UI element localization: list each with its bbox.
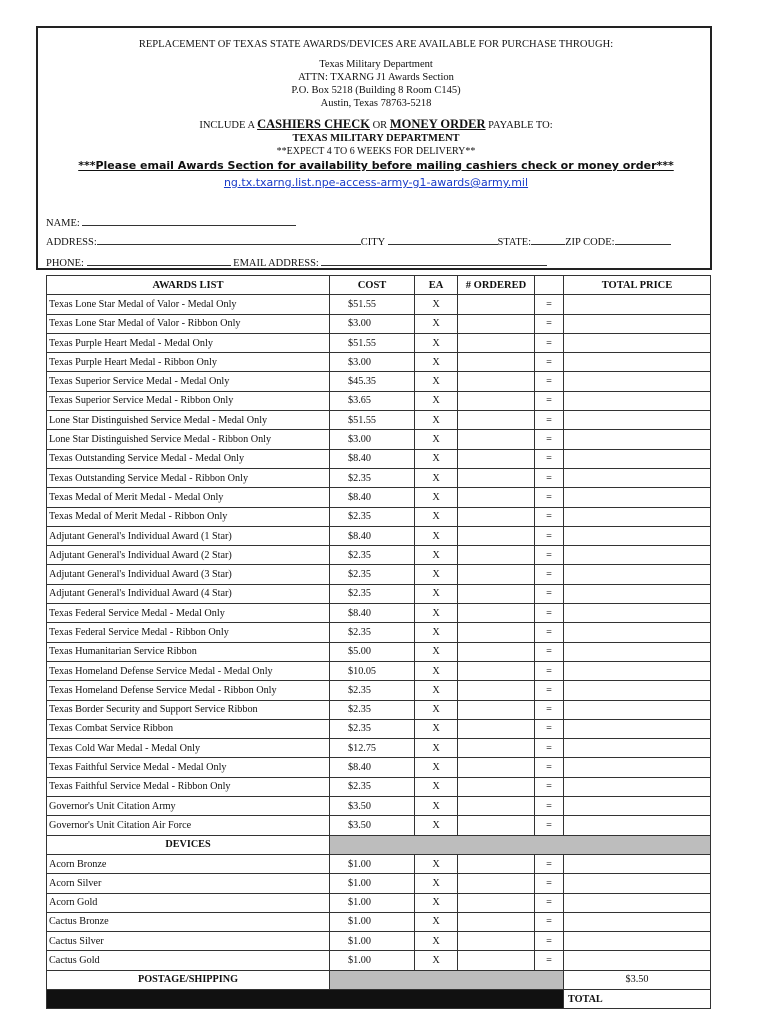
table-row (47, 951, 711, 970)
totals-section (47, 970, 711, 1009)
equals-sign: = (535, 372, 564, 391)
quantity-ordered-cell[interactable] (458, 353, 535, 372)
address-input-line[interactable] (97, 234, 361, 245)
table-row (47, 797, 711, 816)
item-cost: $10.05 (330, 661, 415, 680)
total-price-cell[interactable] (564, 623, 711, 642)
table-row (47, 488, 711, 507)
total-price-cell[interactable] (564, 719, 711, 738)
total-price-cell[interactable] (564, 854, 711, 873)
equals-sign: = (535, 623, 564, 642)
quantity-ordered-cell[interactable] (458, 430, 535, 449)
quantity-ordered-cell[interactable] (458, 661, 535, 680)
item-cost: $1.00 (330, 893, 415, 912)
table-row (47, 565, 711, 584)
item-cost: $2.35 (330, 584, 415, 603)
item-ea: X (415, 642, 458, 661)
equals-sign: = (535, 642, 564, 661)
or-word: OR (372, 120, 388, 131)
payable-to: PAYABLE TO: (488, 120, 553, 131)
payment-instruction (38, 118, 714, 132)
item-ea: X (415, 488, 458, 507)
equals-sign: = (535, 295, 564, 314)
total-price-cell[interactable] (564, 295, 711, 314)
email-link-row (38, 176, 714, 190)
item-name: Governor's Unit Citation Army (47, 797, 330, 816)
item-ea: X (415, 411, 458, 430)
total-price-cell[interactable] (564, 488, 711, 507)
name-label: NAME: (46, 218, 80, 229)
item-ea: X (415, 951, 458, 970)
item-name: Cactus Gold (47, 951, 330, 970)
item-ea: X (415, 468, 458, 487)
devices-body (47, 854, 711, 970)
item-cost: $2.35 (330, 623, 415, 642)
table-row (47, 333, 711, 352)
postage-row (47, 970, 711, 989)
item-name: Texas Lone Star Medal of Valor - Medal Only (47, 295, 330, 314)
item-cost: $51.55 (330, 295, 415, 314)
item-name: Texas Superior Service Medal - Ribbon Only (47, 391, 330, 410)
total-price-cell[interactable] (564, 758, 711, 777)
total-price-cell[interactable] (564, 932, 711, 951)
total-price-cell[interactable] (564, 526, 711, 545)
equals-sign: = (535, 488, 564, 507)
quantity-ordered-cell[interactable] (458, 546, 535, 565)
item-cost: $1.00 (330, 951, 415, 970)
item-name: Acorn Bronze (47, 854, 330, 873)
item-ea: X (415, 623, 458, 642)
table-row (47, 449, 711, 468)
quantity-ordered-cell[interactable] (458, 874, 535, 893)
item-cost: $8.40 (330, 758, 415, 777)
quantity-ordered-cell[interactable] (458, 391, 535, 410)
equals-sign: = (535, 333, 564, 352)
equals-sign: = (535, 353, 564, 372)
item-name: Texas Humanitarian Service Ribbon (47, 642, 330, 661)
total-price-cell[interactable] (564, 816, 711, 835)
total-price-cell[interactable] (564, 642, 711, 661)
total-price-cell[interactable] (564, 912, 711, 931)
address-field-row (46, 234, 671, 248)
quantity-ordered-cell[interactable] (458, 854, 535, 873)
equals-sign: = (535, 874, 564, 893)
item-ea: X (415, 874, 458, 893)
total-price-cell[interactable] (564, 507, 711, 526)
total-price-cell[interactable] (564, 661, 711, 680)
item-name: Adjutant General's Individual Award (3 Star) (47, 565, 330, 584)
item-ea: X (415, 912, 458, 931)
table-row (47, 642, 711, 661)
ordered-header: # ORDERED (458, 276, 535, 295)
quantity-ordered-cell[interactable] (458, 295, 535, 314)
item-cost: $3.65 (330, 391, 415, 410)
phone-field-row (46, 255, 547, 269)
item-ea: X (415, 449, 458, 468)
item-cost: $2.35 (330, 777, 415, 796)
item-ea: X (415, 430, 458, 449)
item-ea: X (415, 353, 458, 372)
total-price-cell[interactable] (564, 391, 711, 410)
total-price-cell[interactable] (564, 951, 711, 970)
quantity-ordered-cell[interactable] (458, 681, 535, 700)
table-row (47, 546, 711, 565)
item-ea: X (415, 797, 458, 816)
quantity-ordered-cell[interactable] (458, 604, 535, 623)
awards-body (47, 295, 711, 835)
quantity-ordered-cell[interactable] (458, 739, 535, 758)
quantity-ordered-cell[interactable] (458, 719, 535, 738)
total-price-cell[interactable] (564, 333, 711, 352)
payee-name: TEXAS MILITARY DEPARTMENT (292, 133, 460, 144)
item-name: Lone Star Distinguished Service Medal - Medal Only (47, 411, 330, 430)
awards-list-header: AWARDS LIST (47, 276, 330, 295)
item-name: Texas Purple Heart Medal - Medal Only (47, 333, 330, 352)
table-row (47, 854, 711, 873)
item-name: Acorn Silver (47, 874, 330, 893)
item-ea: X (415, 526, 458, 545)
equals-sign: = (535, 661, 564, 680)
delivery-notice: **EXPECT 4 TO 6 WEEKS FOR DELIVERY** (276, 146, 476, 157)
devices-header: DEVICES (47, 835, 330, 854)
zip-input-line[interactable] (615, 234, 671, 245)
quantity-ordered-cell[interactable] (458, 758, 535, 777)
item-name: Cactus Bronze (47, 912, 330, 931)
item-name: Texas Purple Heart Medal - Ribbon Only (47, 353, 330, 372)
item-cost: $2.35 (330, 719, 415, 738)
item-name: Texas Superior Service Medal - Medal Only (47, 372, 330, 391)
address-line-1: Texas Military Department (319, 59, 433, 70)
item-name: Adjutant General's Individual Award (4 Star) (47, 584, 330, 603)
city-label: CITY (360, 237, 385, 248)
total-price-cell[interactable] (564, 797, 711, 816)
quantity-ordered-cell[interactable] (458, 468, 535, 487)
item-name: Texas Outstanding Service Medal - Medal Only (47, 449, 330, 468)
equals-sign: = (535, 816, 564, 835)
quantity-ordered-cell[interactable] (458, 526, 535, 545)
devices-header-filler (330, 835, 711, 854)
total-price-cell[interactable] (564, 353, 711, 372)
table-row (47, 912, 711, 931)
table-row (47, 700, 711, 719)
quantity-ordered-cell[interactable] (458, 816, 535, 835)
quantity-ordered-cell[interactable] (458, 449, 535, 468)
equals-sign: = (535, 797, 564, 816)
intro-text: REPLACEMENT OF TEXAS STATE AWARDS/DEVICES ARE AVAILABLE FOR PURCHASE THROUGH: (138, 39, 614, 50)
total-filler (47, 989, 564, 1008)
equals-sign: = (535, 758, 564, 777)
item-cost: $1.00 (330, 912, 415, 931)
quantity-ordered-cell[interactable] (458, 623, 535, 642)
item-cost: $2.35 (330, 507, 415, 526)
equals-sign: = (535, 507, 564, 526)
item-name: Texas Faithful Service Medal - Medal Only (47, 758, 330, 777)
table-row (47, 314, 711, 333)
total-price-cell[interactable] (564, 739, 711, 758)
item-cost: $2.35 (330, 681, 415, 700)
item-cost: $45.35 (330, 372, 415, 391)
item-name: Texas Homeland Defense Service Medal - Medal Only (47, 661, 330, 680)
total-price-cell[interactable] (564, 777, 711, 796)
total-price-cell[interactable] (564, 411, 711, 430)
equals-sign: = (535, 411, 564, 430)
item-cost: $8.40 (330, 604, 415, 623)
table-row (47, 391, 711, 410)
equals-sign: = (535, 893, 564, 912)
item-ea: X (415, 719, 458, 738)
table-row (47, 739, 711, 758)
quantity-ordered-cell[interactable] (458, 932, 535, 951)
email-input-line[interactable] (321, 255, 547, 266)
item-name: Acorn Gold (47, 893, 330, 912)
quantity-ordered-cell[interactable] (458, 893, 535, 912)
table-header-row (47, 276, 711, 295)
item-ea: X (415, 295, 458, 314)
table-row (47, 430, 711, 449)
table-row (47, 507, 711, 526)
equals-header (535, 276, 564, 295)
total-price-cell[interactable] (564, 372, 711, 391)
table-row (47, 777, 711, 796)
email-address-label: EMAIL ADDRESS: (233, 258, 319, 269)
phone-input-line[interactable] (87, 255, 231, 266)
item-ea: X (415, 739, 458, 758)
quantity-ordered-cell[interactable] (458, 314, 535, 333)
money-order-label: MONEY ORDER (389, 117, 486, 131)
equals-sign: = (535, 430, 564, 449)
devices-section (47, 835, 711, 854)
city-input-line[interactable] (388, 234, 498, 245)
equals-sign: = (535, 777, 564, 796)
item-ea: X (415, 507, 458, 526)
item-cost: $2.35 (330, 546, 415, 565)
table-row (47, 353, 711, 372)
address-line-3: P.O. Box 5218 (Building 8 Room C145) (291, 85, 461, 96)
item-name: Governor's Unit Citation Air Force (47, 816, 330, 835)
table-row (47, 584, 711, 603)
table-row (47, 411, 711, 430)
item-name: Texas Outstanding Service Medal - Ribbon Only (47, 468, 330, 487)
postage-price: $3.50 (564, 970, 711, 989)
item-ea: X (415, 604, 458, 623)
item-ea: X (415, 372, 458, 391)
item-cost: $1.00 (330, 932, 415, 951)
table-row (47, 604, 711, 623)
name-input-line[interactable] (82, 215, 296, 226)
include-prefix: INCLUDE A (199, 120, 255, 131)
table-row (47, 816, 711, 835)
table-row (47, 893, 711, 912)
total-price-cell[interactable] (564, 681, 711, 700)
item-name: Texas Combat Service Ribbon (47, 719, 330, 738)
table-row (47, 874, 711, 893)
item-ea: X (415, 546, 458, 565)
equals-sign: = (535, 604, 564, 623)
total-price-cell[interactable] (564, 314, 711, 333)
item-cost: $3.00 (330, 314, 415, 333)
item-cost: $2.35 (330, 468, 415, 487)
quantity-ordered-cell[interactable] (458, 797, 535, 816)
quantity-ordered-cell[interactable] (458, 507, 535, 526)
item-ea: X (415, 932, 458, 951)
item-cost: $8.40 (330, 526, 415, 545)
item-cost: $1.00 (330, 854, 415, 873)
item-cost: $3.50 (330, 816, 415, 835)
total-label: TOTAL (564, 989, 711, 1008)
cashiers-check-label: CASHIERS CHECK (257, 117, 370, 131)
equals-sign: = (535, 700, 564, 719)
equals-sign: = (535, 314, 564, 333)
equals-sign: = (535, 468, 564, 487)
item-name: Cactus Silver (47, 932, 330, 951)
item-name: Texas Federal Service Medal - Ribbon Only (47, 623, 330, 642)
item-cost: $2.35 (330, 700, 415, 719)
table-row (47, 719, 711, 738)
item-ea: X (415, 314, 458, 333)
item-name: Adjutant General's Individual Award (1 Star) (47, 526, 330, 545)
item-cost: $1.00 (330, 874, 415, 893)
cost-header: COST (330, 276, 415, 295)
item-cost: $3.50 (330, 797, 415, 816)
table-row (47, 661, 711, 680)
address-line-4: Austin, Texas 78763-5218 (320, 98, 432, 109)
quantity-ordered-cell[interactable] (458, 700, 535, 719)
item-ea: X (415, 661, 458, 680)
total-price-cell[interactable] (564, 449, 711, 468)
quantity-ordered-cell[interactable] (458, 912, 535, 931)
total-price-cell[interactable] (564, 565, 711, 584)
item-name: Texas Medal of Merit Medal - Ribbon Only (47, 507, 330, 526)
quantity-ordered-cell[interactable] (458, 777, 535, 796)
zip-label: ZIP CODE: (565, 237, 615, 248)
item-ea: X (415, 816, 458, 835)
equals-sign: = (535, 739, 564, 758)
item-cost: $8.40 (330, 488, 415, 507)
item-ea: X (415, 333, 458, 352)
address-line-2: ATTN: TXARNG J1 Awards Section (298, 72, 454, 83)
quantity-ordered-cell[interactable] (458, 411, 535, 430)
item-ea: X (415, 565, 458, 584)
item-ea: X (415, 700, 458, 719)
equals-sign: = (535, 912, 564, 931)
item-name: Texas Homeland Defense Service Medal - Ribbon Only (47, 681, 330, 700)
table-row (47, 468, 711, 487)
state-input-line[interactable] (531, 234, 565, 245)
item-ea: X (415, 893, 458, 912)
equals-sign: = (535, 951, 564, 970)
item-cost: $5.00 (330, 642, 415, 661)
item-name: Texas Faithful Service Medal - Ribbon Only (47, 777, 330, 796)
table-row (47, 623, 711, 642)
quantity-ordered-cell[interactable] (458, 642, 535, 661)
equals-sign: = (535, 546, 564, 565)
item-cost: $51.55 (330, 333, 415, 352)
item-ea: X (415, 777, 458, 796)
item-ea: X (415, 584, 458, 603)
equals-sign: = (535, 526, 564, 545)
total-price-cell[interactable] (564, 700, 711, 719)
total-price-cell[interactable] (564, 604, 711, 623)
table-row (47, 758, 711, 777)
table-row (47, 932, 711, 951)
quantity-ordered-cell[interactable] (458, 565, 535, 584)
email-note: ***Please email Awards Section for availability before mailing cashiers check or money order*** (78, 159, 674, 172)
quantity-ordered-cell[interactable] (458, 488, 535, 507)
equals-sign: = (535, 932, 564, 951)
item-name: Texas Lone Star Medal of Valor - Ribbon Only (47, 314, 330, 333)
total-price-cell[interactable] (564, 584, 711, 603)
item-name: Texas Cold War Medal - Medal Only (47, 739, 330, 758)
total-price-cell[interactable] (564, 468, 711, 487)
equals-sign: = (535, 854, 564, 873)
equals-sign: = (535, 719, 564, 738)
total-row (47, 989, 711, 1008)
item-name: Lone Star Distinguished Service Medal - Ribbon Only (47, 430, 330, 449)
item-cost: $3.00 (330, 430, 415, 449)
item-name: Adjutant General's Individual Award (2 Star) (47, 546, 330, 565)
item-ea: X (415, 758, 458, 777)
equals-sign: = (535, 565, 564, 584)
phone-label: PHONE: (46, 258, 84, 269)
name-field-row (46, 215, 296, 229)
item-cost: $2.35 (330, 565, 415, 584)
total-price-cell[interactable] (564, 893, 711, 912)
item-name: Texas Border Security and Support Service Ribbon (47, 700, 330, 719)
awards-table (46, 275, 711, 1009)
order-info-box (36, 26, 712, 270)
quantity-ordered-cell[interactable] (458, 372, 535, 391)
item-cost: $3.00 (330, 353, 415, 372)
table-row (47, 372, 711, 391)
awards-email-link[interactable]: ng.tx.txarng.list.npe-access-army-g1-awards@army.mil (223, 176, 529, 189)
item-ea: X (415, 854, 458, 873)
total-price-cell[interactable] (564, 546, 711, 565)
item-cost: $8.40 (330, 449, 415, 468)
quantity-ordered-cell[interactable] (458, 951, 535, 970)
postage-filler (330, 970, 564, 989)
item-ea: X (415, 681, 458, 700)
total-price-header: TOTAL PRICE (564, 276, 711, 295)
address-label: ADDRESS: (46, 237, 97, 248)
total-price-cell[interactable] (564, 430, 711, 449)
table-row (47, 526, 711, 545)
item-cost: $51.55 (330, 411, 415, 430)
quantity-ordered-cell[interactable] (458, 333, 535, 352)
state-label: STATE: (497, 237, 532, 248)
devices-header-row (47, 835, 711, 854)
item-cost: $12.75 (330, 739, 415, 758)
equals-sign: = (535, 391, 564, 410)
equals-sign: = (535, 449, 564, 468)
total-price-cell[interactable] (564, 874, 711, 893)
table-row (47, 295, 711, 314)
table-row (47, 681, 711, 700)
ea-header: EA (415, 276, 458, 295)
item-name: Texas Medal of Merit Medal - Medal Only (47, 488, 330, 507)
postage-label: POSTAGE/SHIPPING (47, 970, 330, 989)
item-ea: X (415, 391, 458, 410)
equals-sign: = (535, 584, 564, 603)
quantity-ordered-cell[interactable] (458, 584, 535, 603)
equals-sign: = (535, 681, 564, 700)
item-name: Texas Federal Service Medal - Medal Only (47, 604, 330, 623)
